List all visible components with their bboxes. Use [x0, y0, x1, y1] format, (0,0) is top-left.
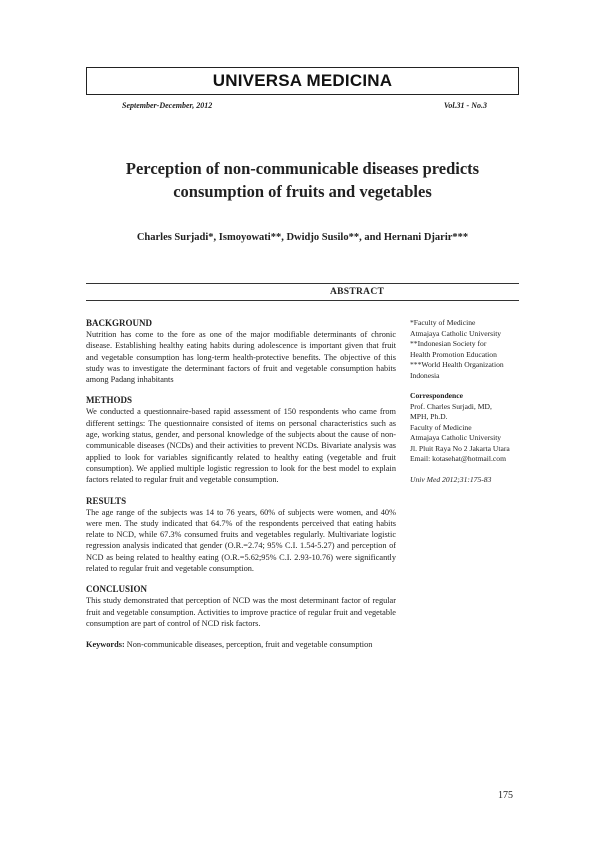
authors: Charles Surjadi*, Ismoyowati**, Dwidjo Susilo**, and Hernani Djarir*** [136, 232, 469, 243]
keywords-label: Keywords: [86, 640, 125, 650]
abstract-heading: ABSTRACT [330, 287, 385, 297]
methods-section [86, 395, 396, 485]
correspondence-line: Jl. Pluit Raya No 2 Jakarta Utara [410, 443, 510, 453]
background-text: Nutrition has come to the fore as one of the major modifiable determinants of chronic disease. Establishing healthy eating habits during adolescence is important given that fruit and vegetable consumption has long-term health-protective benefits. The objective of this study was to investigate the determinant factors of fruit and vegetable consumption habits among Padang inhabitants [86, 330, 396, 385]
conclusion-heading: CONCLUSION [86, 584, 148, 595]
affiliation-line: Indonesia [410, 370, 440, 380]
background-heading: BACKGROUND [86, 318, 153, 328]
results-heading: RESULTS [86, 495, 127, 506]
abstract-body [86, 318, 396, 651]
keywords-text: Non-communicable diseases, perception, fruit and vegetable consumption [124, 640, 373, 650]
results-text: The age range of the subjects was 14 to 76 years, 60% of subjects were women, and 40% were men. The study indicated that 64.7% of the respondents perceived that eating habits relate to NCD, while 67.3% consumed fruits and vegetables regularly. Multivariate logistic regression analysis indicated that gender (O.R.=2.74; 95% C.I. 1.54-5.27) and perception of NCD as being related to healthy eating (O.R.=5.62;95% C.I. 2.93-10.76) were significantly related to regular fruit and vegetable consumption. [86, 507, 396, 574]
correspondence-line: Faculty of Medicine [410, 422, 472, 432]
methods-text: We conducted a questionnaire-based rapid assessment of 150 respondents who came from different settings: The questionnaire consisted of items on personal characteristics such as age, working status, gender, and personal knowledge of the subjects about the cause of non-communicable diseases (NCDs) and their activities to prevent NCDs. Bivariate analysis was applied to look for variables significantly related to healthy eating (vegetable and fruit consumption). We applied multiple logistic regression to look for the best model to explain factors related to regular fruit and vegetable consumption. [86, 407, 396, 485]
issue-volume: Vol.31 - No.3 [443, 101, 487, 110]
abstract-rule-bottom [86, 300, 519, 301]
correspondence-email: Email: kotasehat@hotmail.com [410, 454, 506, 463]
journal-title: UNIVERSA MEDICINA [212, 71, 393, 90]
correspondence-line: MPH, Ph.D. [410, 412, 448, 421]
issue-date: September-December, 2012 [122, 101, 213, 110]
keywords [86, 639, 396, 650]
background-section [86, 318, 396, 385]
affiliation-line: Atmajaya Catholic University [410, 328, 502, 338]
citation: Univ Med 2012;31:175-83 [410, 474, 492, 484]
journal-header-box [86, 67, 519, 95]
correspondence-line: Atmajaya Catholic University [410, 433, 502, 442]
page-number: 175 [498, 790, 513, 801]
conclusion-text: This study demonstrated that perception of NCD was the most determinant factor of regular fruit and vegetable consumption. Activities to improve practice of regular fruit and vegetable consumption are part of control of NCD risk factors. [86, 596, 396, 628]
affiliation-line: *Faculty of Medicine [410, 318, 476, 327]
conclusion-section [86, 584, 396, 629]
article-title-line-1: Perception of non-communicable diseases predicts [125, 159, 480, 178]
sidebar-notes [410, 318, 525, 485]
affiliation-line: Health Promotion Education [410, 349, 497, 359]
correspondence-heading: Correspondence [410, 391, 464, 400]
affiliation-line: ***World Health Organization [410, 360, 504, 369]
affiliation-line: **Indonesian Society for [410, 339, 487, 348]
article-title-line-2: consumption of fruits and vegetables [173, 182, 432, 201]
article-title [86, 157, 519, 203]
methods-heading: METHODS [86, 395, 133, 406]
correspondence-line: Prof. Charles Surjadi, MD, [410, 401, 492, 411]
results-section [86, 496, 396, 575]
abstract-rule-top [86, 283, 519, 284]
